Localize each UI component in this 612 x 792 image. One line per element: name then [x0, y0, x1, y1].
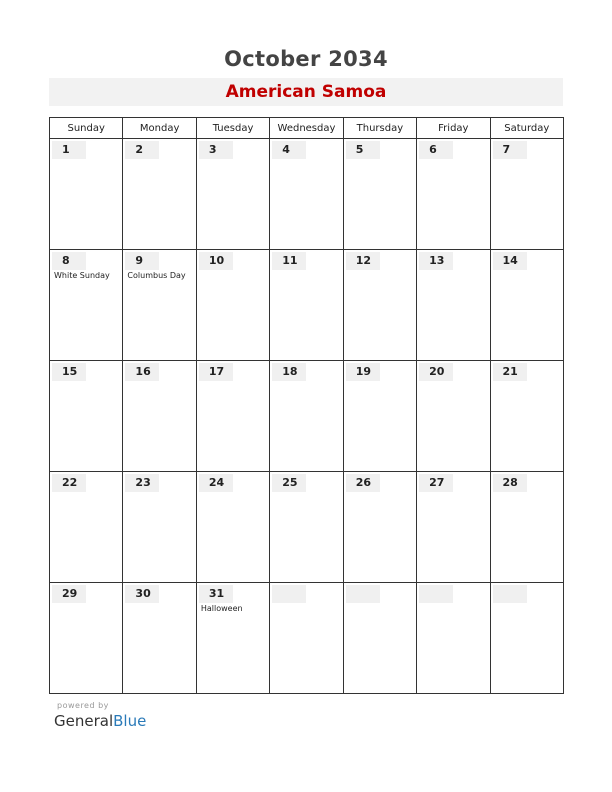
- day-number: 18: [272, 363, 306, 381]
- day-cell: [196, 139, 269, 250]
- day-cell: [50, 472, 123, 583]
- week-row: [50, 250, 564, 361]
- day-cell: [417, 472, 490, 583]
- day-cell: [123, 361, 196, 472]
- day-cell: [50, 583, 123, 694]
- day-number: 25: [272, 474, 306, 492]
- day-cell: [196, 583, 269, 694]
- day-cell: [490, 139, 563, 250]
- day-number: 10: [199, 252, 233, 270]
- day-number: 21: [493, 363, 527, 381]
- day-number: 31: [199, 585, 233, 603]
- day-number: 19: [346, 363, 380, 381]
- day-cell: [270, 472, 343, 583]
- weekday-wednesday: Wednesday: [270, 118, 343, 139]
- day-cell: [343, 472, 416, 583]
- day-cell: [123, 250, 196, 361]
- day-number: 6: [419, 141, 453, 159]
- day-cell: [343, 139, 416, 250]
- day-cell: [343, 250, 416, 361]
- day-number: 23: [125, 474, 159, 492]
- calendar-body: [50, 139, 564, 694]
- region-banner: [49, 78, 563, 106]
- day-cell: [123, 583, 196, 694]
- region-name: American Samoa: [225, 82, 387, 102]
- day-number: 26: [346, 474, 380, 492]
- powered-by-text: powered by: [57, 701, 109, 710]
- day-cell: [490, 361, 563, 472]
- day-number: 8: [52, 252, 86, 270]
- week-row: [50, 583, 564, 694]
- day-cell: [490, 583, 563, 694]
- day-cell: [50, 250, 123, 361]
- day-number: 27: [419, 474, 453, 492]
- day-number: 22: [52, 474, 86, 492]
- day-cell: [50, 139, 123, 250]
- day-cell: [123, 139, 196, 250]
- holiday-label: White Sunday: [54, 271, 110, 280]
- day-cell: [196, 361, 269, 472]
- day-number: 14: [493, 252, 527, 270]
- day-cell: [50, 361, 123, 472]
- day-cell: [417, 139, 490, 250]
- day-cell: [270, 139, 343, 250]
- day-cell: [490, 250, 563, 361]
- day-cell: [343, 361, 416, 472]
- week-row: [50, 139, 564, 250]
- day-number: 15: [52, 363, 86, 381]
- weekday-header-row: [50, 118, 564, 139]
- week-row: [50, 472, 564, 583]
- day-number: 3: [199, 141, 233, 159]
- day-number: 30: [125, 585, 159, 603]
- day-number: 16: [125, 363, 159, 381]
- day-number: 20: [419, 363, 453, 381]
- day-number: 29: [52, 585, 86, 603]
- day-cell: [417, 361, 490, 472]
- day-cell: [196, 250, 269, 361]
- brand-blue: Blue: [113, 712, 147, 730]
- day-number: 7: [493, 141, 527, 159]
- day-number: 11: [272, 252, 306, 270]
- brand-general: General: [54, 712, 114, 730]
- day-number: 13: [419, 252, 453, 270]
- day-cell: [417, 583, 490, 694]
- calendar-title: October 2034: [224, 47, 388, 71]
- day-cell: [270, 583, 343, 694]
- day-cell: [490, 472, 563, 583]
- weekday-friday: Friday: [417, 118, 490, 139]
- brand-logo[interactable]: [54, 712, 146, 730]
- day-number: 17: [199, 363, 233, 381]
- day-number: 2: [125, 141, 159, 159]
- day-cell: [270, 361, 343, 472]
- day-number: 28: [493, 474, 527, 492]
- day-cell: [123, 472, 196, 583]
- day-cell: [343, 583, 416, 694]
- day-number: 9: [125, 252, 159, 270]
- day-number: [493, 585, 527, 603]
- holiday-label: Columbus Day: [127, 271, 186, 280]
- weekday-monday: Monday: [123, 118, 196, 139]
- day-number: [346, 585, 380, 603]
- day-cell: [270, 250, 343, 361]
- weekday-saturday: Saturday: [490, 118, 563, 139]
- calendar-grid: [49, 117, 564, 694]
- weekday-tuesday: Tuesday: [196, 118, 269, 139]
- day-number: 5: [346, 141, 380, 159]
- day-number: [272, 585, 306, 603]
- week-row: [50, 361, 564, 472]
- day-number: [419, 585, 453, 603]
- day-cell: [417, 250, 490, 361]
- day-number: 12: [346, 252, 380, 270]
- weekday-sunday: Sunday: [50, 118, 123, 139]
- weekday-thursday: Thursday: [343, 118, 416, 139]
- day-cell: [196, 472, 269, 583]
- holiday-label: Halloween: [200, 604, 243, 613]
- day-number: 1: [52, 141, 86, 159]
- day-number: 4: [272, 141, 306, 159]
- day-number: 24: [199, 474, 233, 492]
